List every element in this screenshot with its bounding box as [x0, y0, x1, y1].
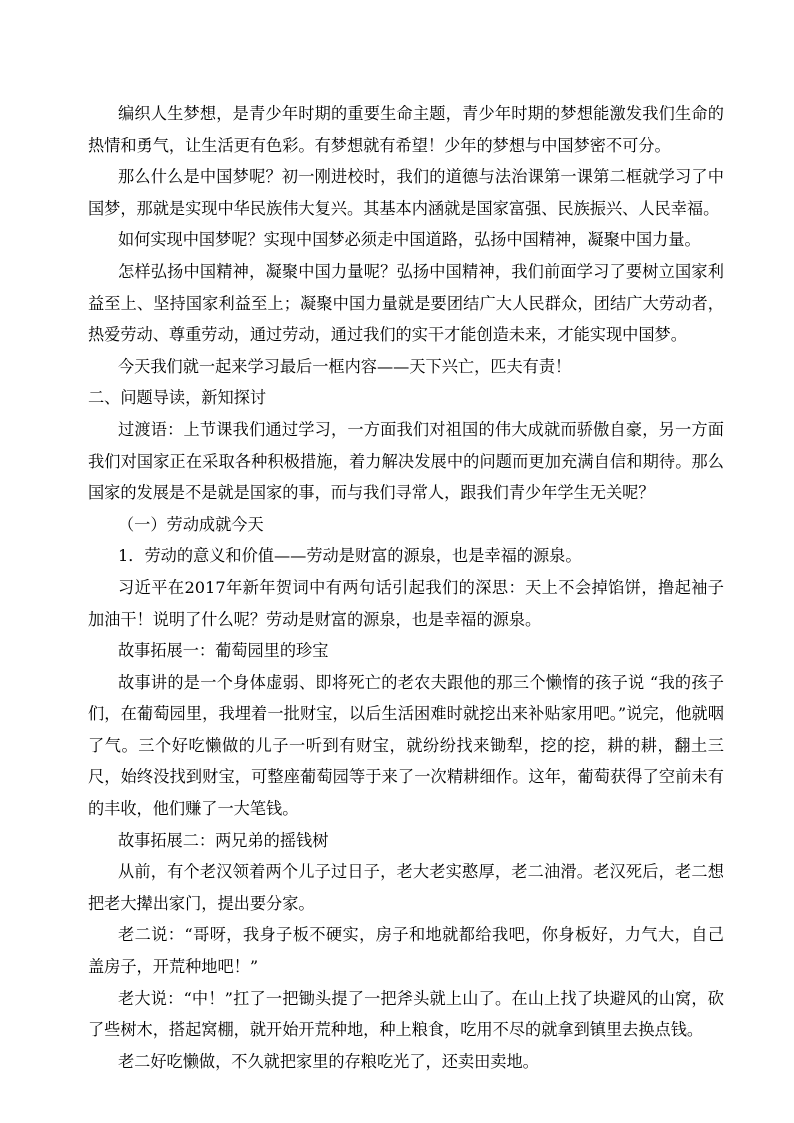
paragraph-new-year-speech: 习近平在2017年新年贺词中有两句话引起我们的深思：天上不会掉馅饼，撸起袖子加油干！说明了什么呢？劳动是财富的源泉，也是幸福的源泉。: [88, 577, 724, 629]
point-labor-value: 1．劳动的意义和价值——劳动是财富的源泉，也是幸福的源泉。: [118, 546, 582, 566]
subsection-heading-1: （一）劳动成就今天: [118, 514, 264, 534]
story-2-paragraph-4: 老二好吃懒做，不久就把家里的存粮吃光了，还卖田卖地。: [118, 1051, 539, 1071]
paragraph-spirit-and-strength: 怎样弘扬中国精神，凝聚中国力量呢？弘扬中国精神，我们前面学习了要树立国家利益至上、坚持国家利益至上；凝聚中国力量就是要团结广大人民群众，团结广大劳动者，热爱劳动、尊重劳动，通过劳动，通过我们的实干才能创造未来，才能实现中国梦。: [88, 261, 724, 345]
paragraph-dream-intro: 编织人生梦想，是青少年时期的重要生命主题，青少年时期的梦想能激发我们生命的热情和勇气，让生活更有色彩。有梦想就有希望！少年的梦想与中国梦密不可分。: [88, 104, 724, 155]
section-heading-2: 二、问题导读，新知探讨: [88, 388, 267, 408]
paragraph-how-to-realize: 如何实现中国梦呢？实现中国梦必须走中国道路，弘扬中国精神，凝聚中国力量。: [118, 230, 701, 250]
story-1-body: 故事讲的是一个身体虚弱、即将死亡的老农夫跟他的那三个懒惰的孩子说 “我的孩子们，在葡萄园里，我埋着一批财宝，以后生活困难时就挖出来补贴家用吧。”说完，他就咽了气。三个好吃懒做的儿子一听到有财宝，就纷纷找来锄犁，挖的挖，耕的耕，翻土三尺，始终没找到财宝，可整座葡萄园等于来了一次精耕细作。这年，葡萄获得了空前未有的丰收，他们赚了一大笔钱。: [88, 672, 724, 819]
paragraph-lesson-intro: 今天我们就一起来学习最后一框内容——天下兴亡，匹夫有责！: [118, 356, 572, 376]
story-2-title: 故事拓展二：两兄弟的摇钱树: [118, 830, 329, 850]
story-2-paragraph-2: 老二说：“哥呀，我身子板不硬实，房子和地就都给我吧，你身板好，力气大，自己盖房子，开荒种地吧！”: [88, 925, 724, 977]
story-1-title: 故事拓展一：葡萄园里的珍宝: [118, 641, 329, 661]
paragraph-china-dream-definition: 那么什么是中国梦呢？初一刚进校时，我们的道德与法治课第一课第二框就学习了中国梦，那就是实现中华民族伟大复兴。其基本内涵就是国家富强、民族振兴、人民幸福。: [88, 167, 724, 218]
document-body: [88, 98, 724, 1077]
story-2-paragraph-3: 老大说：“中！”扛了一把锄头提了一把斧头就上山了。在山上找了块避风的山窝，砍了些树木，搭起窝棚，就开始开荒种地，种上粮食，吃用不尽的就拿到镇里去换点钱。: [88, 988, 724, 1040]
story-2-paragraph-1: 从前，有个老汉领着两个儿子过日子，老大老实憨厚，老二油滑。老汉死后，老二想把老大撵出家门，提出要分家。: [88, 862, 724, 913]
paragraph-transition: 过渡语：上节课我们通过学习，一方面我们对祖国的伟大成就而骄傲自豪，另一方面我们对国家正在采取各种积极措施，着力解决发展中的问题而更加充满自信和期待。那么国家的发展是不是就是国家的事，而与我们寻常人，跟我们青少年学生无关呢？: [88, 419, 724, 503]
